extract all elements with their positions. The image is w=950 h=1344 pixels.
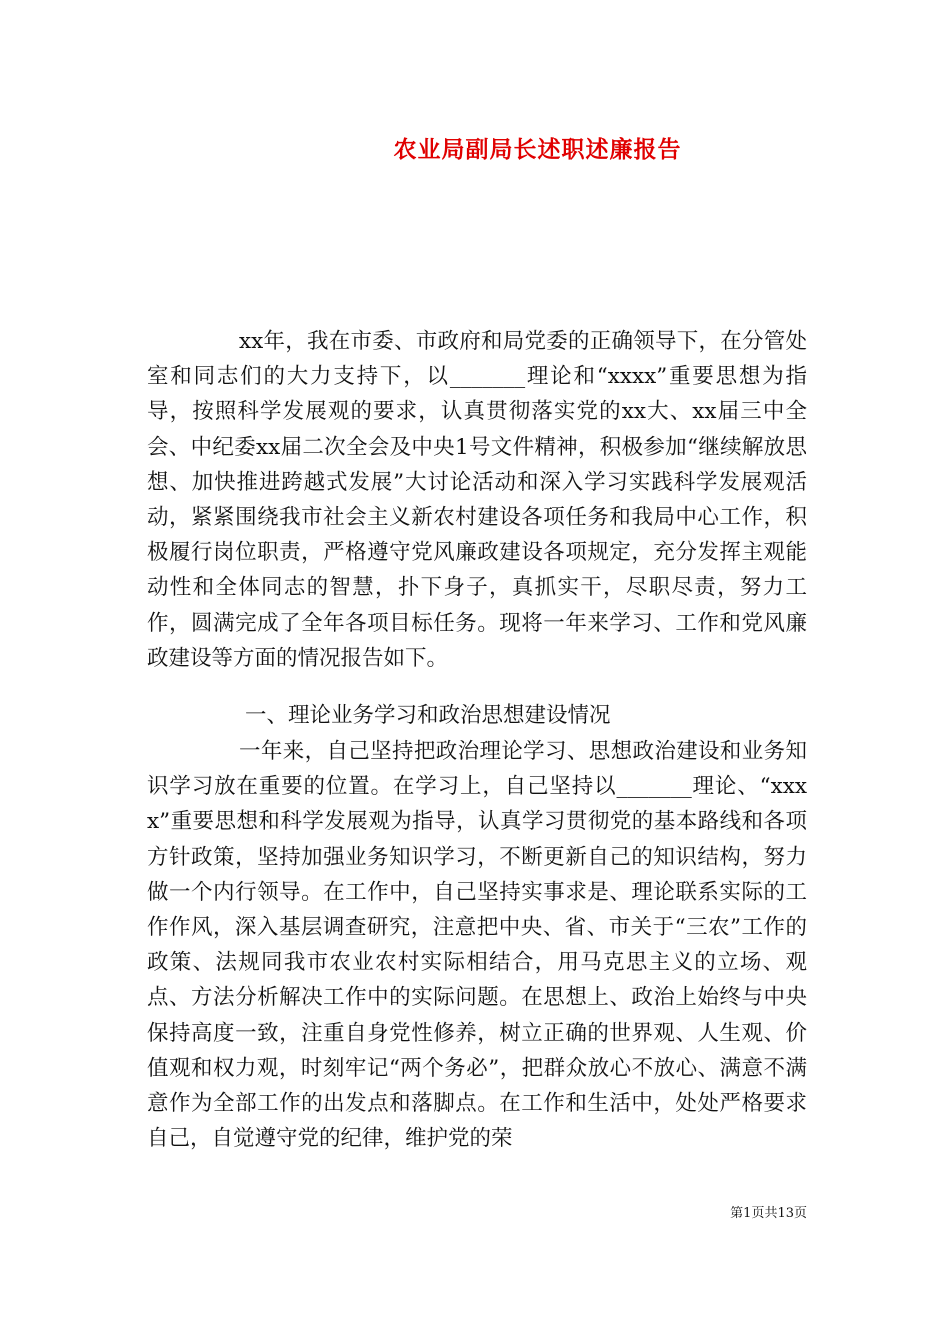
page-number: 第1页共13页 — [730, 1206, 807, 1221]
document-title: 农业局副局长述职述廉报告 — [393, 136, 682, 163]
paragraph-intro: xx年，我在市委、市政府和局党委的正确领导下，在分管处室和同志们的大力支持下，以_______理论和“xxxx”重要思想为指导，按照科学发展观的要求，认真贯彻落实党的xx大、xx届三中全会、中纪委xx届二次全会及中央1号文件精神，积极参加“继续解放思想、加快推进跨越式发展”大讨论活动和深入学习实践科学发展观活动，紧紧围绕我市社会主义新农村建设各项任务和我局中心工作，积极履行岗位职责，严格遵守党风廉政建设各项规定，充分发挥主观能动性和全体同志的智慧，扑下身子，真抓实干，尽职尽责，努力工作，圆满完成了全年各项目标任务。现将一年来学习、工作和党风廉政建设等方面的情况报告如下。 — [147, 329, 807, 671]
section-heading: 一、理论业务学习和政治思想建设情况 — [245, 703, 611, 728]
paragraph-study: 一年来，自己坚持把政治理论学习、思想政治建设和业务知识学习放在重要的位置。在学习上，自己坚持以_______理论、“xxxx”重要思想和科学发展观为指导，认真学习贯彻党的基本路线和各项方针政策，坚持加强业务知识学习，不断更新自己的知识结构，努力做一个内行领导。在工作中，自己坚持实事求是、理论联系实际的工作作风，深入基层调查研究，注意把中央、省、市关于“三农”工作的政策、法规同我市农业农村实际相结合，用马克思主义的立场、观点、方法分析解决工作中的实际问题。在思想上、政治上始终与中央保持高度一致，注重自身党性修养，树立正确的世界观、人生观、价值观和权力观，时刻牢记“两个务必”，把群众放心不放心、满意不满意作为全部工作的出发点和落脚点。在工作和生活中，处处严格要求自己，自觉遵守党的纪律，维护党的荣 — [147, 739, 807, 1152]
